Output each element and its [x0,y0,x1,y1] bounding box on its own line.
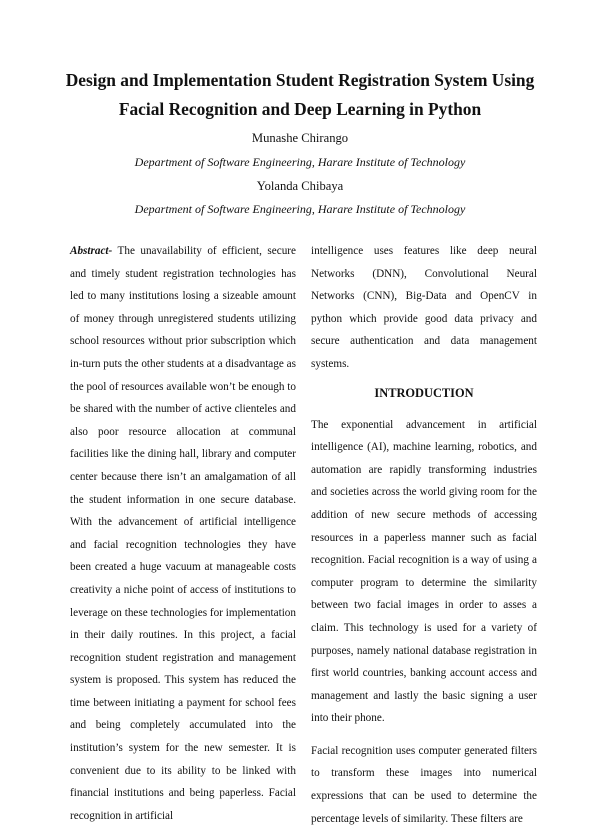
author-name-1: Munashe Chirango [251,131,349,145]
left-column [70,240,296,827]
abstract-label: Abstract- [70,245,113,257]
intro-paragraph-1: The exponential advancement in artificial intelligence (AI), machine learning, robotics, and automation are rapidly transforming industries and societies across the world giving room for the addition of new secure methods of accessing resources in a paperless manner such as facial recognition. Facial recognition is a way of using a computer program to determine the similarity between two facial images in order to asses a claim. This technology is used for a variety of purposes, namely national database registration in first world countries, banking account access and management and lastly the basic signing a user into their phone. [311,418,537,725]
paper-title-line-2: Facial Recognition and Deep Learning in Python [118,99,482,119]
author-affiliation-1: Department of Software Engineering, Harare Institute of Technology [134,155,466,169]
abstract-text: The unavailability of efficient, secure and timely student registration technologies has led to many institutions losing a sizeable amount of money through unregistered students utilizing school resources without prior subscription which in-turn puts the other students at a disadvantage as the pool of resources available won’t be enough to be shared with the number of active clienteles and also poor resource allocation at communal facilities like the dining hall, library and computer center because there isn’t an amalgamation of all the student information in one secure database. With the advancement of artificial intelligence and facial recognition technologies they have been created a huge vacuum at manageable costs creativity a niche point of access of institutions to leverage on these technologies for implementation in their daily routines. In this project, a facial recognition student registration and management system is proposed. This system has reduced the time between initiating a payment for school fees and being completely accumulated into the institution’s system for the new semester. It is convenient due to its ability to be linked with financial institutions and being paperless. Facial recognition in artificial [70,245,296,822]
author-name-2: Yolanda Chibaya [256,179,344,193]
intro-paragraph-2: Facial recognition uses computer generated filters to transform these images into numerical expressions that can be used to determine the percentage levels of similarity. These filters are [311,744,537,825]
paper-title [40,66,560,124]
abstract-continuation: intelligence uses features like deep neural Networks (DNN), Convolutional Neural Networks (CNN), Big-Data and OpenCV in python which provide good data privacy and secure authentication and data management systems. [311,245,537,370]
author-affiliation-2: Department of Software Engineering, Harare Institute of Technology [134,202,466,216]
paper-title-line-1: Design and Implementation Student Registration System Using [65,70,535,90]
abstract-paragraph [70,240,296,827]
section-heading-introduction: INTRODUCTION [374,385,474,400]
right-column [311,240,537,830]
